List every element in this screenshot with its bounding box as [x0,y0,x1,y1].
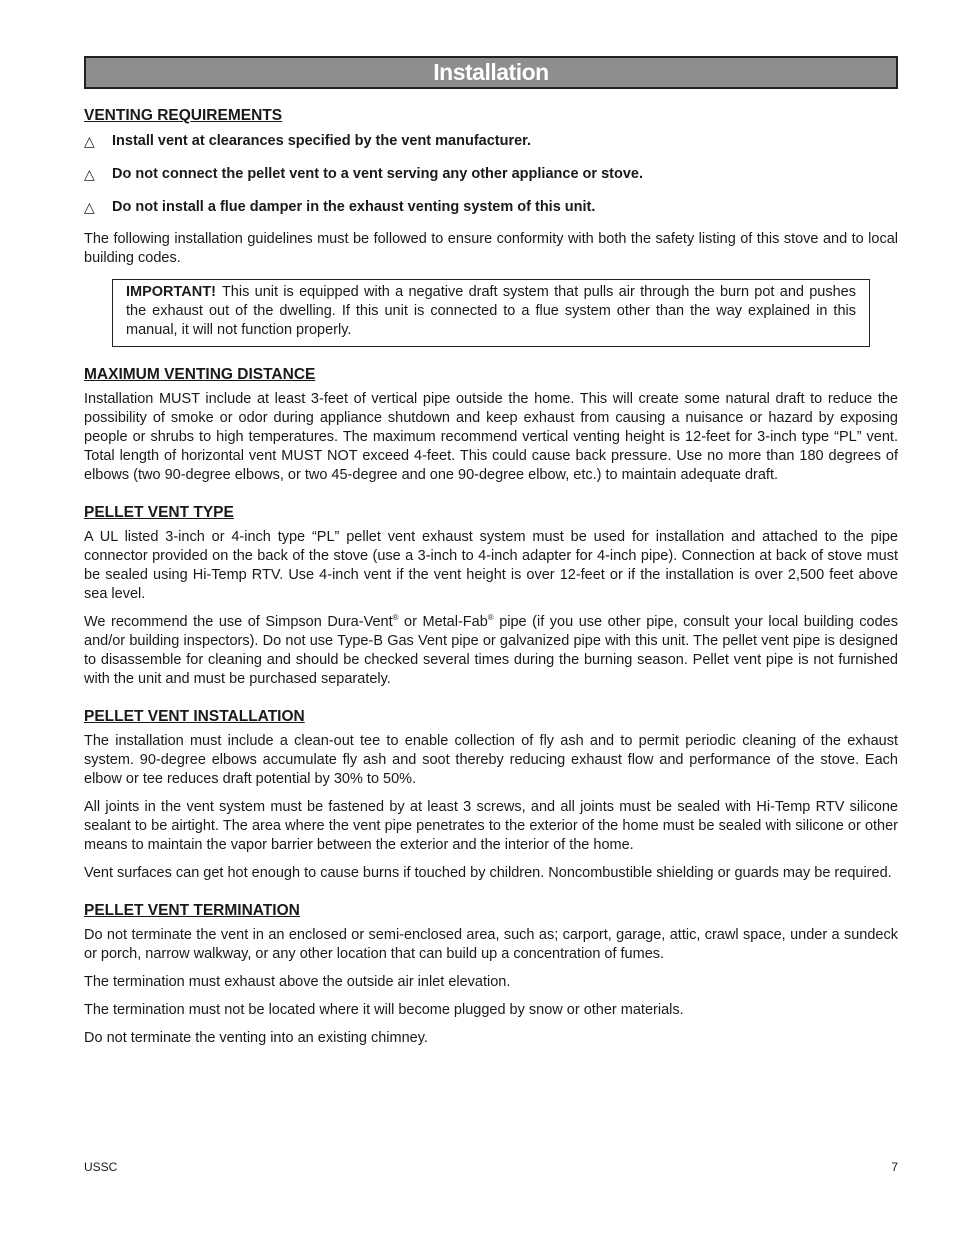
paragraph: The termination must not be located where it will become plugged by snow or other materials. [84,1002,684,1018]
paragraph: All joints in the vent system must be fastened by at least 3 screws, and all joints must be sealed with Hi-Temp RTV silicone sealant to be airtight. The area where the vent pipe penetrates to the exterior of the home must be sealed with silicone or other means to maintain the vapor barrier between the exterior and the interior of the home. [84,799,898,853]
important-notice-box [112,279,870,347]
section-pellet-vent-installation [84,707,898,883]
warning-triangle-icon: △ [84,199,95,215]
paragraph: We recommend the use of Simpson Dura-Vent® or Metal-Fab® pipe (if you use other pipe, consult your local building codes and/or building inspectors). Do not use Type-B Gas Vent pipe or galvanized pipe with this unit. The pellet vent pipe is designed to disassemble for cleaning and should be checked several times during the burning season. Pellet vent pipe is not furnished with the unit and must be purchased separately. [84,613,898,687]
paragraph: The termination must exhaust above the outside air inlet elevation. [84,974,511,990]
list-item: △ Do not connect the pellet vent to a vent serving any other appliance or stove. [84,166,643,182]
manual-page [84,56,898,1048]
page-title: Installation [433,59,549,85]
paragraph: The installation must include a clean-out tee to enable collection of fly ash and to permit periodic cleaning of the exhaust system. 90-degree elbows accumulate fly ash and soot thereby reducing exhaust flow and performance of the stove. Each elbow or tee reduces draft potential by 30% to 50%. [84,733,898,787]
page-number: 7 [891,1160,898,1174]
footer-brand: USSC [84,1160,118,1174]
list-item: △ Install vent at clearances specified by the vent manufacturer. [84,133,532,149]
important-label: IMPORTANT! [126,284,216,300]
paragraph: Vent surfaces can get hot enough to cause burns if touched by children. Noncombustible shielding or guards may be required. [84,865,892,881]
warning-triangle-icon: △ [84,133,95,149]
paragraph: Do not terminate the venting into an existing chimney. [84,1030,428,1046]
paragraph: A UL listed 3-inch or 4-inch type “PL” pellet vent exhaust system must be used for installation and attached to the pipe connector provided on the back of the stove (use a 3-inch to 4-inch adapter for 4-inch pipe). Connection at back of stove must be sealed using Hi-Temp RTV. Use 4-inch vent if the vent height is over 12-feet or if the installation is over 2,500 feet above sea level. [84,529,898,602]
section-heading: PELLET VENT INSTALLATION [84,708,305,725]
page-footer [84,1160,898,1174]
paragraph: Installation MUST include at least 3-feet of vertical pipe outside the home. This will create some natural draft to reduce the possibility of smoke or odor during appliance shutdown and keep exhaust from causing a nuisance or hazard by exposing people or shrubs to high temperatures. The maximum recommend vertical venting height is 12-feet for 3-inch type “PL” vent. Total length of horizontal vent MUST NOT exceed 4-feet. This could cause back pressure. Use no more than 180 degrees of elbows (two 90-degree elbows, or two 45-degree and one 90-degree elbow, etc.) to maintain adequate draft. [84,391,898,483]
section-pellet-vent-termination [84,901,898,1048]
section-heading: MAXIMUM VENTING DISTANCE [84,366,316,383]
section-pellet-vent-type [84,503,898,689]
title-bar [84,56,898,89]
section-heading: VENTING REQUIREMENTS [84,107,283,124]
paragraph: Do not terminate the vent in an enclosed or semi-enclosed area, such as; carport, garage, attic, crawl space, under a sundeck or porch, narrow walkway, or any other location that can build up a concentration of fumes. [84,927,898,962]
warning-triangle-icon: △ [84,166,95,182]
list-item: △ Do not install a flue damper in the exhaust venting system of this unit. [84,199,596,215]
section-maximum-venting-distance [84,365,898,485]
important-text: This unit is equipped with a negative draft system that pulls air through the burn pot and pushes the exhaust out of the dwelling. If this unit is connected to a flue system other than the way explained in this manual, it will not function properly. [126,284,856,338]
section-heading: PELLET VENT TYPE [84,504,234,521]
warning-list [84,132,898,217]
section-heading: PELLET VENT TERMINATION [84,902,300,919]
section-venting-requirements [84,106,898,347]
guideline-paragraph: The following installation guidelines must be followed to ensure conformity with both the safety listing of this stove and to local building codes. [84,231,898,266]
